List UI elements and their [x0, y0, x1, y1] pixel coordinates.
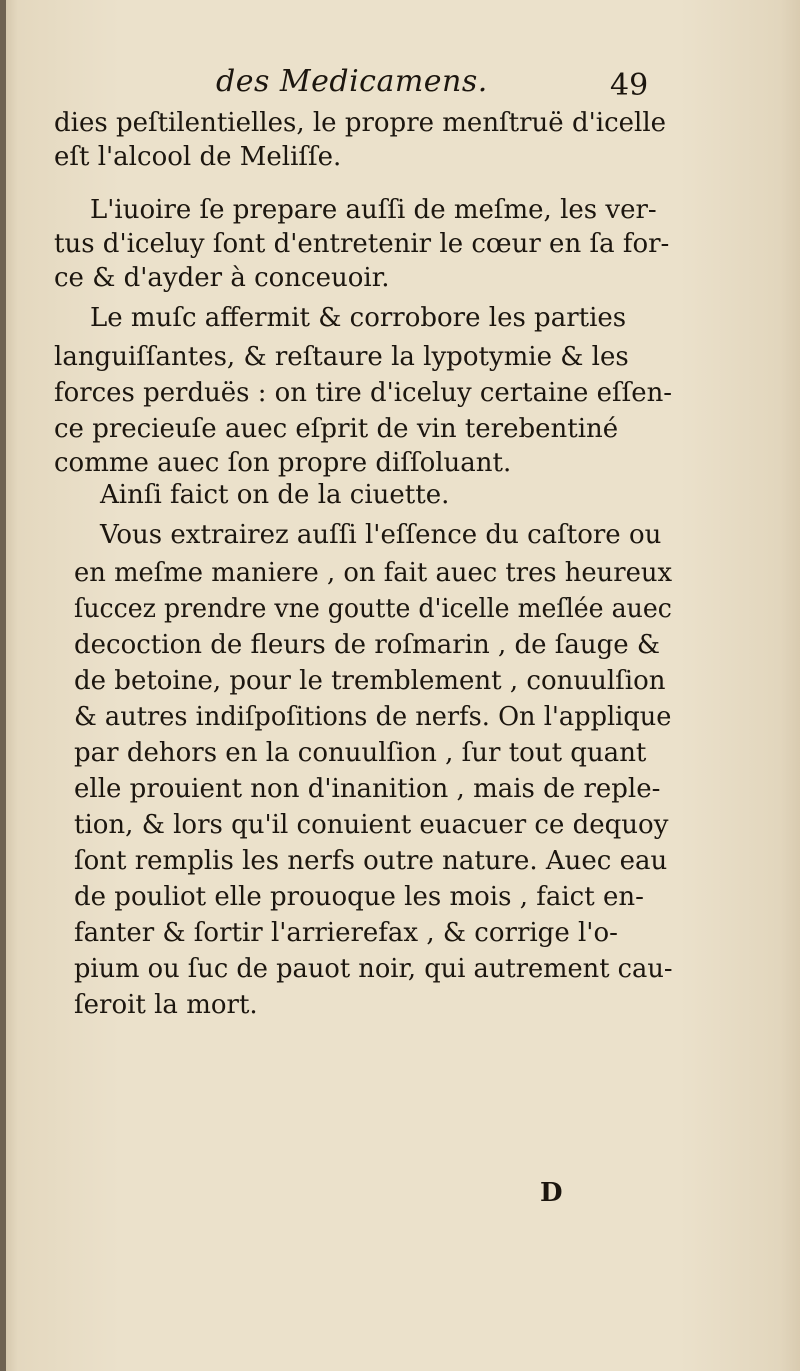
signature-mark: D: [540, 1178, 563, 1208]
running-head: des Medicamens.: [216, 64, 488, 99]
text-line: ce & d'ayder à conceuoir.: [54, 263, 390, 293]
text-line: ce precieuſe auec eſprit de vin terebentiné: [54, 414, 619, 444]
text-line: par dehors en la conuulſion , ſur tout quant: [74, 738, 647, 768]
text-line: eſt l'alcool de Meliſſe.: [54, 142, 342, 172]
text-line: pium ou ſuc de pauot noir, qui autrement cau-: [74, 954, 673, 984]
text-line: & autres indiſpoſitions de nerfs. On l'applique: [74, 702, 672, 732]
text-line: dies peſtilentielles, le propre menſtruë d'icelle: [54, 108, 667, 138]
text-line: en meſme maniere , on fait auec tres heureux: [74, 558, 673, 588]
text-line: L'iuoire ſe prepare auſſi de meſme, les ver-: [90, 195, 657, 225]
text-line: ſuccez prendre vne goutte d'icelle meſlée auec: [74, 594, 672, 624]
text-line: tion, & lors qu'il conuient euacuer ce dequoy: [74, 810, 669, 840]
text-line: de betoine, pour le tremblement , conuulſion: [74, 666, 666, 696]
text-line: de pouliot elle prouoque les mois , faict en-: [74, 882, 644, 912]
text-line: elle prouient non d'inanition , mais de reple-: [74, 774, 661, 804]
text-line: ſeroit la mort.: [74, 990, 258, 1020]
text-line: decoction de fleurs de roſmarin , de ſauge &: [74, 630, 661, 660]
text-line: comme auec ſon propre diſſoluant.: [54, 448, 512, 478]
text-line: ſont remplis les nerfs outre nature. Auec eau: [74, 846, 668, 876]
text-line: fanter & ſortir l'arrierefax , & corrige l'o-: [74, 918, 618, 948]
text-line: forces perduës : on tire d'iceluy certaine eſſen-: [54, 378, 673, 408]
text-line: Ainſi faict on de la ciuette.: [100, 480, 450, 510]
page-number: 49: [610, 68, 649, 103]
text-line: Le muſc affermit & corrobore les parties: [90, 303, 627, 333]
text-line: tus d'iceluy ſont d'entretenir le cœur en ſa for-: [54, 229, 670, 259]
text-line: languiſſantes, & reſtaure la lypotymie & les: [54, 342, 629, 372]
text-line: Vous extrairez auſſi l'eſſence du caſtore ou: [100, 520, 662, 550]
